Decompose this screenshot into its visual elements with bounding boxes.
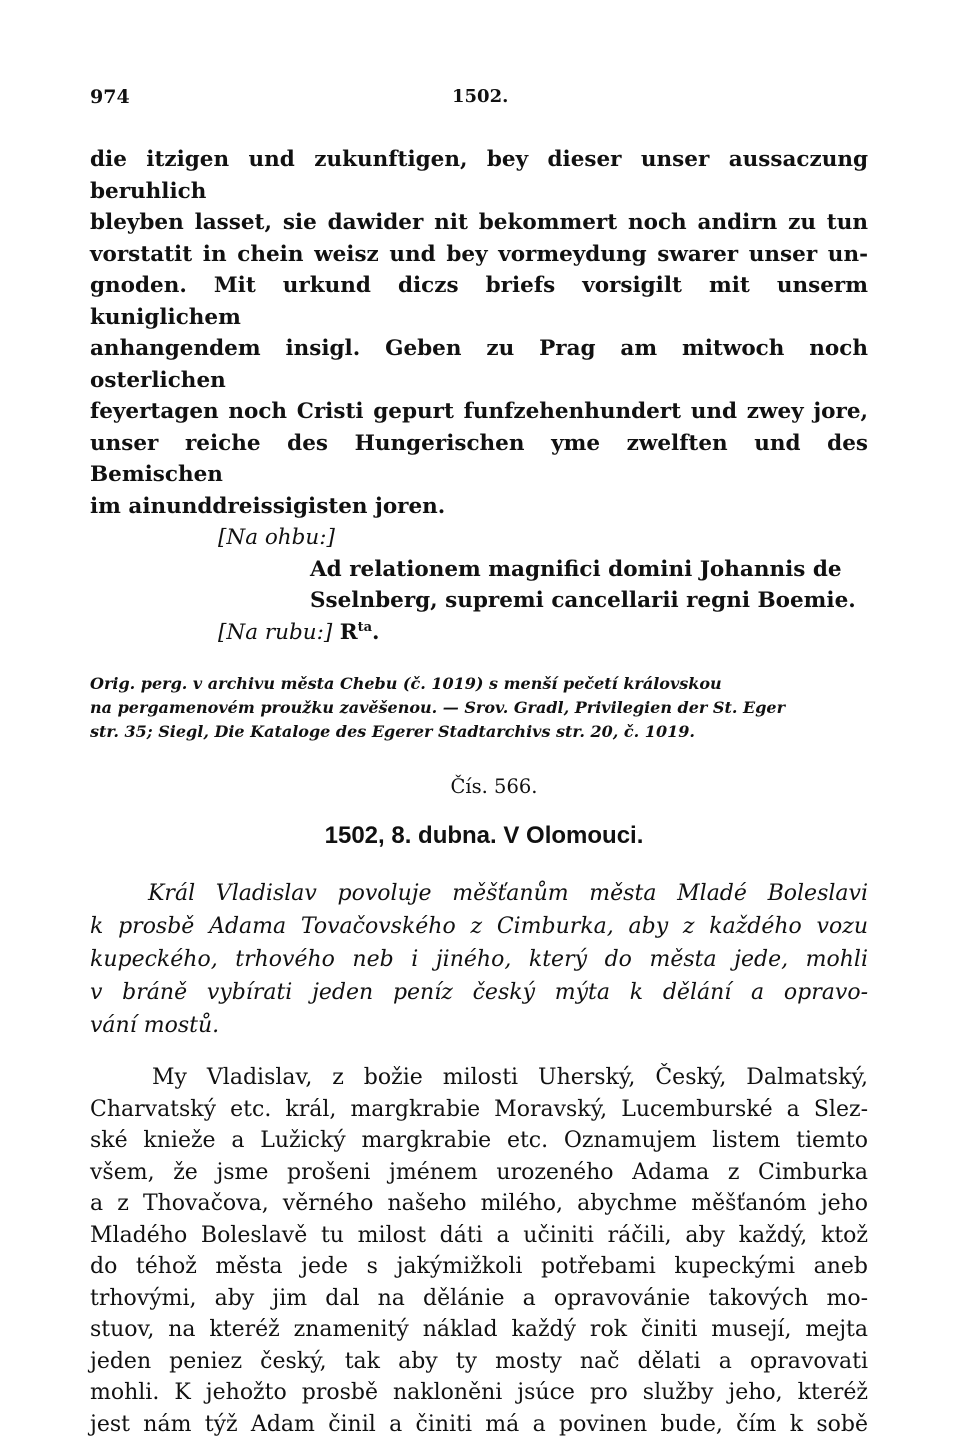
back-note-superscript: ta xyxy=(358,620,372,635)
text-line: gnoden. Mit urkund diczs briefs vorsigilt mit unserm kuniglichem xyxy=(90,270,868,333)
text-line: Charvatský etc. král, margkrabie Moravský, Lucemburské a Slez- xyxy=(90,1094,868,1126)
page-header xyxy=(90,86,870,116)
source-note-line: str. 35; Siegl, Die Kataloge des Egerer Stadtarchivs str. 20, č. 1019. xyxy=(90,720,868,744)
back-note-label: [Na rubu:] xyxy=(218,620,332,645)
text-line: anhangendem insigl. Geben zu Prag am mitwoch noch osterlichen xyxy=(90,333,868,396)
text-line: a z Thovačova, věrného našeho milého, abychme měšťanóm jeho xyxy=(90,1188,868,1220)
regest-line: kupeckého, trhového neb i jiného, který do města jede, mohli xyxy=(90,943,868,976)
text-line: trhovými, aby jim dal na dělánie a opravovánie takových mo- xyxy=(90,1283,868,1315)
page-content xyxy=(90,144,868,1440)
document-number: Čís. 566. xyxy=(120,774,868,800)
page-number: 974 xyxy=(90,86,130,108)
running-head-year: 1502. xyxy=(452,86,508,107)
regest-line: v bráně vybírati jeden peníz český mýta k dělání a opravo- xyxy=(90,976,868,1009)
text-line: ské knieže a Lužický margkrabie etc. Oznamujem listem tiemto xyxy=(90,1125,868,1157)
regest-summary xyxy=(90,877,868,1042)
text-line: jest nám týž Adam činil a činiti má a povinen bude, čím k sobě xyxy=(90,1409,868,1440)
back-note-text: R xyxy=(340,620,358,645)
regest-line: vání mostů. xyxy=(90,1009,868,1042)
czech-charter-text xyxy=(90,1062,868,1440)
fold-note xyxy=(90,522,868,617)
back-note-suffix: . xyxy=(372,620,380,645)
source-note-line: na pergamenovém proužku zavěšenou. — Srov. Gradl, Privilegien der St. Eger xyxy=(90,696,868,720)
text-line: im ainunddreissigisten joren. xyxy=(90,491,868,523)
fold-note-line: Sselnberg, supremi cancellarii regni Boemie. xyxy=(90,585,868,617)
source-note-line: Orig. perg. v archivu města Chebu (č. 1019) s menší pečetí královskou xyxy=(90,672,868,696)
document-date-place: 1502, 8. dubna. V Olomouci. xyxy=(100,821,868,851)
fold-note-line: Ad relationem magnifici domini Johannis de xyxy=(90,554,868,586)
text-line: Mladého Boleslavě tu milost dáti a učiniti ráčili, aby každý, ktož xyxy=(90,1220,868,1252)
regest-line: Král Vladislav povoluje měšťanům města Mladé Boleslavi xyxy=(90,877,868,910)
text-line: vorstatit in chein weisz und bey vormeydung swarer unser un- xyxy=(90,239,868,271)
text-line: bleyben lasset, sie dawider nit bekommert noch andirn zu tun xyxy=(90,207,868,239)
text-line: feyertagen noch Cristi gepurt funfzehenhundert und zwey jore, xyxy=(90,396,868,428)
text-line: všem, že jsme prošeni jménem urozeného Adama z Cimburka xyxy=(90,1157,868,1189)
text-line: do téhož města jede s jakýmižkoli potřebami kupeckými aneb xyxy=(90,1251,868,1283)
text-line: My Vladislav, z božie milosti Uherský, Český, Dalmatský, xyxy=(90,1062,868,1094)
text-line: jeden peniez český, tak aby ty mosty nač dělati a opravovati xyxy=(90,1346,868,1378)
text-line: die itzigen und zukunftigen, bey dieser unser aussaczung beruhlich xyxy=(90,144,868,207)
regest-line: k prosbě Adama Tovačovského z Cimburka, aby z každého vozu xyxy=(90,910,868,943)
source-note xyxy=(90,672,868,744)
text-line: mohli. K jehožto prosbě nakloněni jsúce pro služby jeho, kteréž xyxy=(90,1377,868,1409)
fold-note-label: [Na ohbu:] xyxy=(218,525,335,550)
text-line: stuov, na kteréž znamenitý náklad každý rok činiti musejí, mejta xyxy=(90,1314,868,1346)
text-line: unser reiche des Hungerischen yme zwelften und des Bemischen xyxy=(90,428,868,491)
back-note xyxy=(90,617,868,649)
german-charter-text xyxy=(90,144,868,522)
